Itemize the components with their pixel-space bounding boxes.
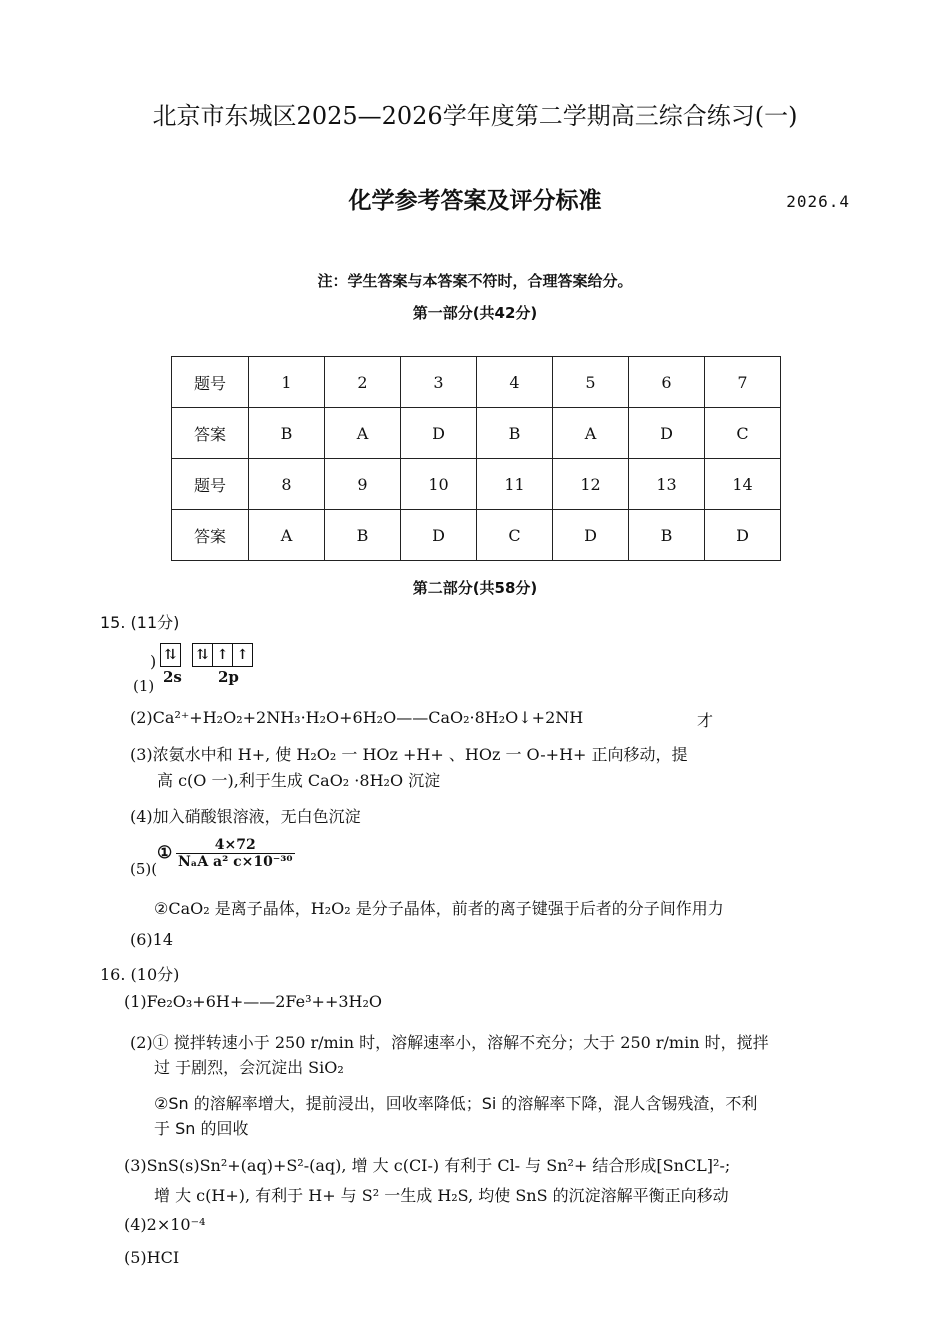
- q15-p6: (6)14: [130, 930, 174, 949]
- row-label: 答案: [172, 510, 249, 561]
- q16-p5: (5)HCI: [124, 1248, 180, 1267]
- orbital-2s-box: [160, 643, 181, 667]
- table-cell: 12: [553, 459, 629, 510]
- q15-p5-fraction: [176, 837, 295, 870]
- orbital-2p-label: 2p: [218, 668, 239, 686]
- answer-table: [171, 356, 781, 561]
- table-cell: A: [553, 408, 629, 459]
- q15-p1-prefix: ): [150, 652, 157, 671]
- q16-p2-line2: 过 于剧烈，会沉淀出 SiO₂: [154, 1058, 344, 1077]
- table-row: [172, 408, 781, 459]
- q15-p5-circle: ①: [157, 843, 173, 863]
- table-cell: B: [629, 510, 705, 561]
- row-label: 题号: [172, 459, 249, 510]
- part2-heading: 第二部分(共58分): [412, 579, 538, 597]
- q15-p1-label: (1): [133, 677, 155, 695]
- table-cell: 7: [705, 357, 781, 408]
- table-cell: 8: [249, 459, 325, 510]
- document-title: 北京市东城区2025—2026学年度第二学期高三综合练习(一): [152, 102, 798, 130]
- table-cell: D: [705, 510, 781, 561]
- table-cell: 10: [401, 459, 477, 510]
- q16-p2b-line2: 于 Sn 的回收: [154, 1119, 249, 1138]
- orbital-diagram: [160, 643, 253, 667]
- table-cell: A: [249, 510, 325, 561]
- table-cell: B: [477, 408, 553, 459]
- orbital-cell: ⇅: [196, 647, 209, 663]
- q16-p4: (4)2×10⁻⁴: [124, 1215, 206, 1234]
- row-label: 题号: [172, 357, 249, 408]
- document-subtitle: 化学参考答案及评分标准: [348, 188, 602, 214]
- table-cell: 4: [477, 357, 553, 408]
- q15-p5-label: (5)(: [130, 860, 158, 878]
- table-cell: C: [705, 408, 781, 459]
- orbital-cell: ↑: [232, 644, 252, 666]
- q16-p1: (1)Fe₂O₃+6H+——2Fe³++3H₂O: [124, 992, 383, 1011]
- q16-p3-line1: (3)SnS(s)Sn²+(aq)+S²-(aq), 增 大 c(CI-) 有利于 Cl- 与 Sn²+ 结合形成[SnCL]²-;: [124, 1156, 731, 1175]
- q15-p5-2: ②CaO₂ 是离子晶体，H₂O₂ 是分子晶体，前者的离子键强于后者的分子间作用力: [154, 899, 724, 918]
- table-row: [172, 459, 781, 510]
- table-cell: B: [325, 510, 401, 561]
- q15-p2: (2)Ca²⁺+H₂O₂+2NH₃·H₂O+6H₂O——CaO₂·8H₂O↓+2NH: [130, 708, 584, 727]
- fraction-denominator: NₐA a² c×10⁻³⁰: [178, 854, 293, 870]
- table-cell: 2: [325, 357, 401, 408]
- fraction-numerator: 4×72: [176, 837, 295, 854]
- table-row: [172, 357, 781, 408]
- q15-title: 15. (11分): [100, 613, 180, 632]
- table-cell: D: [401, 408, 477, 459]
- q16-p2b-line1: ②Sn 的溶解率增大，提前浸出，回收率降低；Si 的溶解率下降，混人含锡残渣，不利: [154, 1094, 758, 1113]
- table-cell: 9: [325, 459, 401, 510]
- orbital-2s-label: 2s: [163, 668, 182, 686]
- q16-title: 16. (10分): [100, 965, 180, 984]
- table-cell: 5: [553, 357, 629, 408]
- q16-p3-line2: 增 大 c(H+), 有利于 H+ 与 S² 一生成 H₂S, 均使 SnS 的沉淀溶解平衡正向移动: [154, 1186, 729, 1205]
- q15-p4: (4)加入硝酸银溶液，无白色沉淀: [130, 807, 361, 826]
- orbital-cell: ↑: [212, 644, 232, 666]
- table-cell: 1: [249, 357, 325, 408]
- document-date: 2026.4: [786, 192, 850, 211]
- table-cell: 3: [401, 357, 477, 408]
- grading-note: 注：学生答案与本答案不符时，合理答案给分。: [317, 272, 633, 290]
- table-cell: 6: [629, 357, 705, 408]
- q16-p2-line1: (2)① 搅拌转速小于 250 r/min 时，溶解速率小，溶解不充分；大于 250 r/min 时，搅拌: [130, 1033, 769, 1052]
- table-cell: A: [325, 408, 401, 459]
- table-cell: D: [401, 510, 477, 561]
- q15-p3-line1: (3)浓氨水中和 H+, 使 H₂O₂ 一 HOz +H+ 、HOz 一 O-+H+ 正向移动，提: [130, 745, 688, 764]
- table-cell: B: [249, 408, 325, 459]
- q15-p3-line2: 高 c(O 一),利于生成 CaO₂ ·8H₂O 沉淀: [157, 771, 441, 790]
- row-label: 答案: [172, 408, 249, 459]
- table-cell: 13: [629, 459, 705, 510]
- table-cell: D: [629, 408, 705, 459]
- part1-heading: 第一部分(共42分): [412, 304, 538, 322]
- table-cell: C: [477, 510, 553, 561]
- orbital-2p-box: [192, 643, 253, 667]
- table-cell: D: [553, 510, 629, 561]
- table-cell: 11: [477, 459, 553, 510]
- orbital-cell: ⇅: [164, 647, 177, 663]
- table-cell: 14: [705, 459, 781, 510]
- q15-p2-tail: 才: [697, 711, 714, 730]
- table-row: [172, 510, 781, 561]
